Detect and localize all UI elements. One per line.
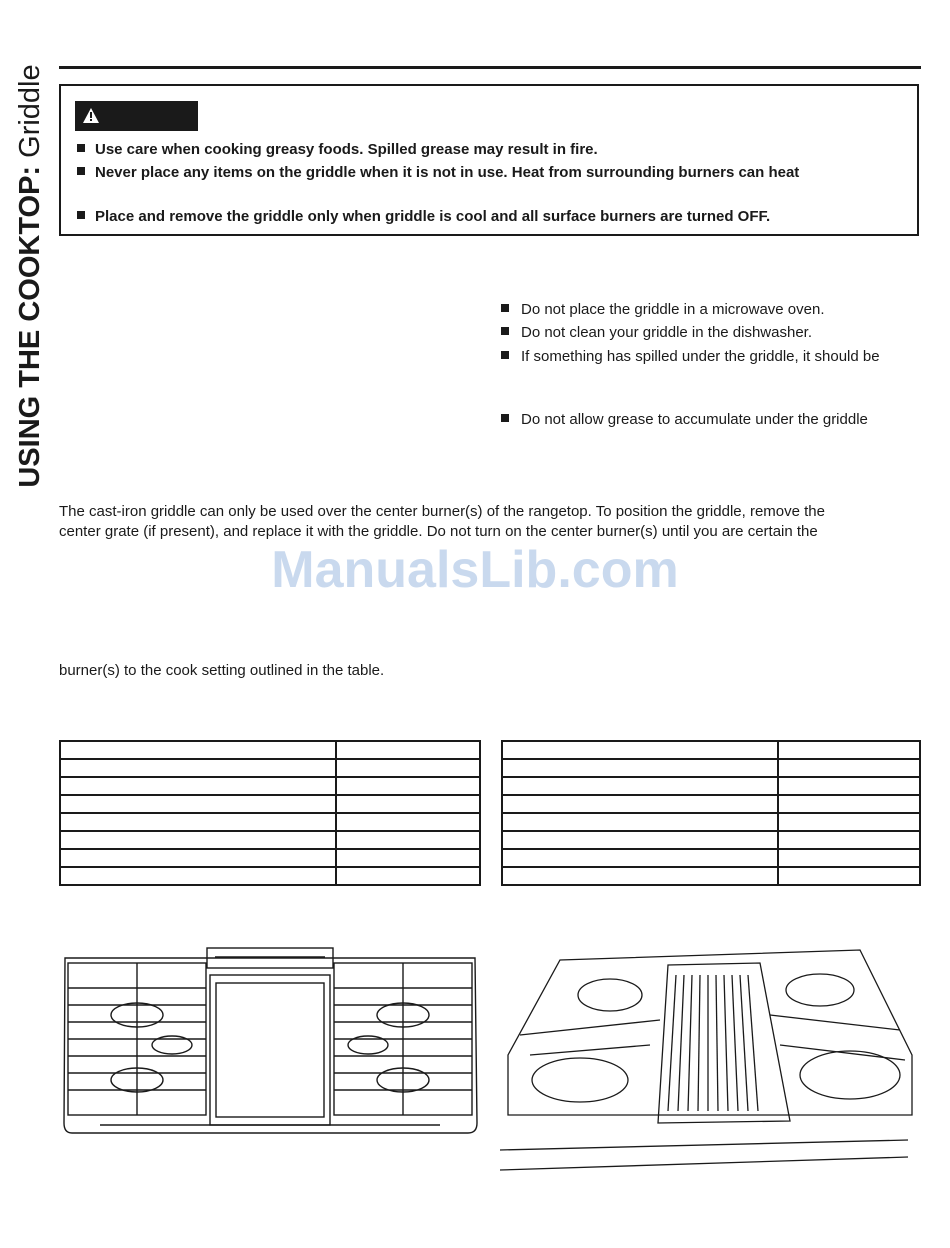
list-item: If something has spilled under the griddle, it should be (501, 348, 880, 365)
rangetop-griddle-perspective-illustration (500, 935, 920, 1175)
warning-item: Place and remove the griddle only when griddle is cool and all surface burners are turned OFF. (77, 208, 770, 225)
settings-table-left (59, 740, 481, 886)
side-title (10, 41, 50, 511)
paragraph-line: burner(s) to the cook setting outlined in the table. (59, 662, 385, 679)
watermark: ManualsLib.com (271, 541, 679, 599)
bullet-square-icon (501, 414, 509, 422)
side-title-light: Griddle (14, 64, 46, 166)
paragraph-line: The cast-iron griddle can only be used over the center burner(s) of the rangetop. To position the griddle, remove the (59, 503, 825, 520)
warning-badge (75, 101, 198, 131)
top-rule (59, 66, 921, 69)
bullet-square-icon (501, 327, 509, 335)
list-item: Do not allow grease to accumulate under the griddle (501, 411, 868, 428)
warning-item: Use care when cooking greasy foods. Spilled grease may result in fire. (77, 141, 598, 158)
list-item: Do not place the griddle in a microwave oven. (501, 301, 825, 318)
bullet-square-icon (77, 211, 85, 219)
paragraph-line: center grate (if present), and replace it with the griddle. Do not turn on the center burner(s) until you are certain the (59, 523, 818, 540)
rangetop-top-view-illustration (60, 945, 480, 1145)
bullet-square-icon (501, 351, 509, 359)
bullet-square-icon (501, 304, 509, 312)
side-title-bold: USING THE COOKTOP: (14, 165, 46, 488)
bullet-square-icon (77, 167, 85, 175)
list-item: Do not clean your griddle in the dishwasher. (501, 324, 812, 341)
warning-item: Never place any items on the griddle when it is not in use. Heat from surrounding burners can heat (77, 164, 799, 181)
bullet-square-icon (77, 144, 85, 152)
warning-triangle-icon (83, 108, 99, 123)
settings-table-right (501, 740, 921, 886)
